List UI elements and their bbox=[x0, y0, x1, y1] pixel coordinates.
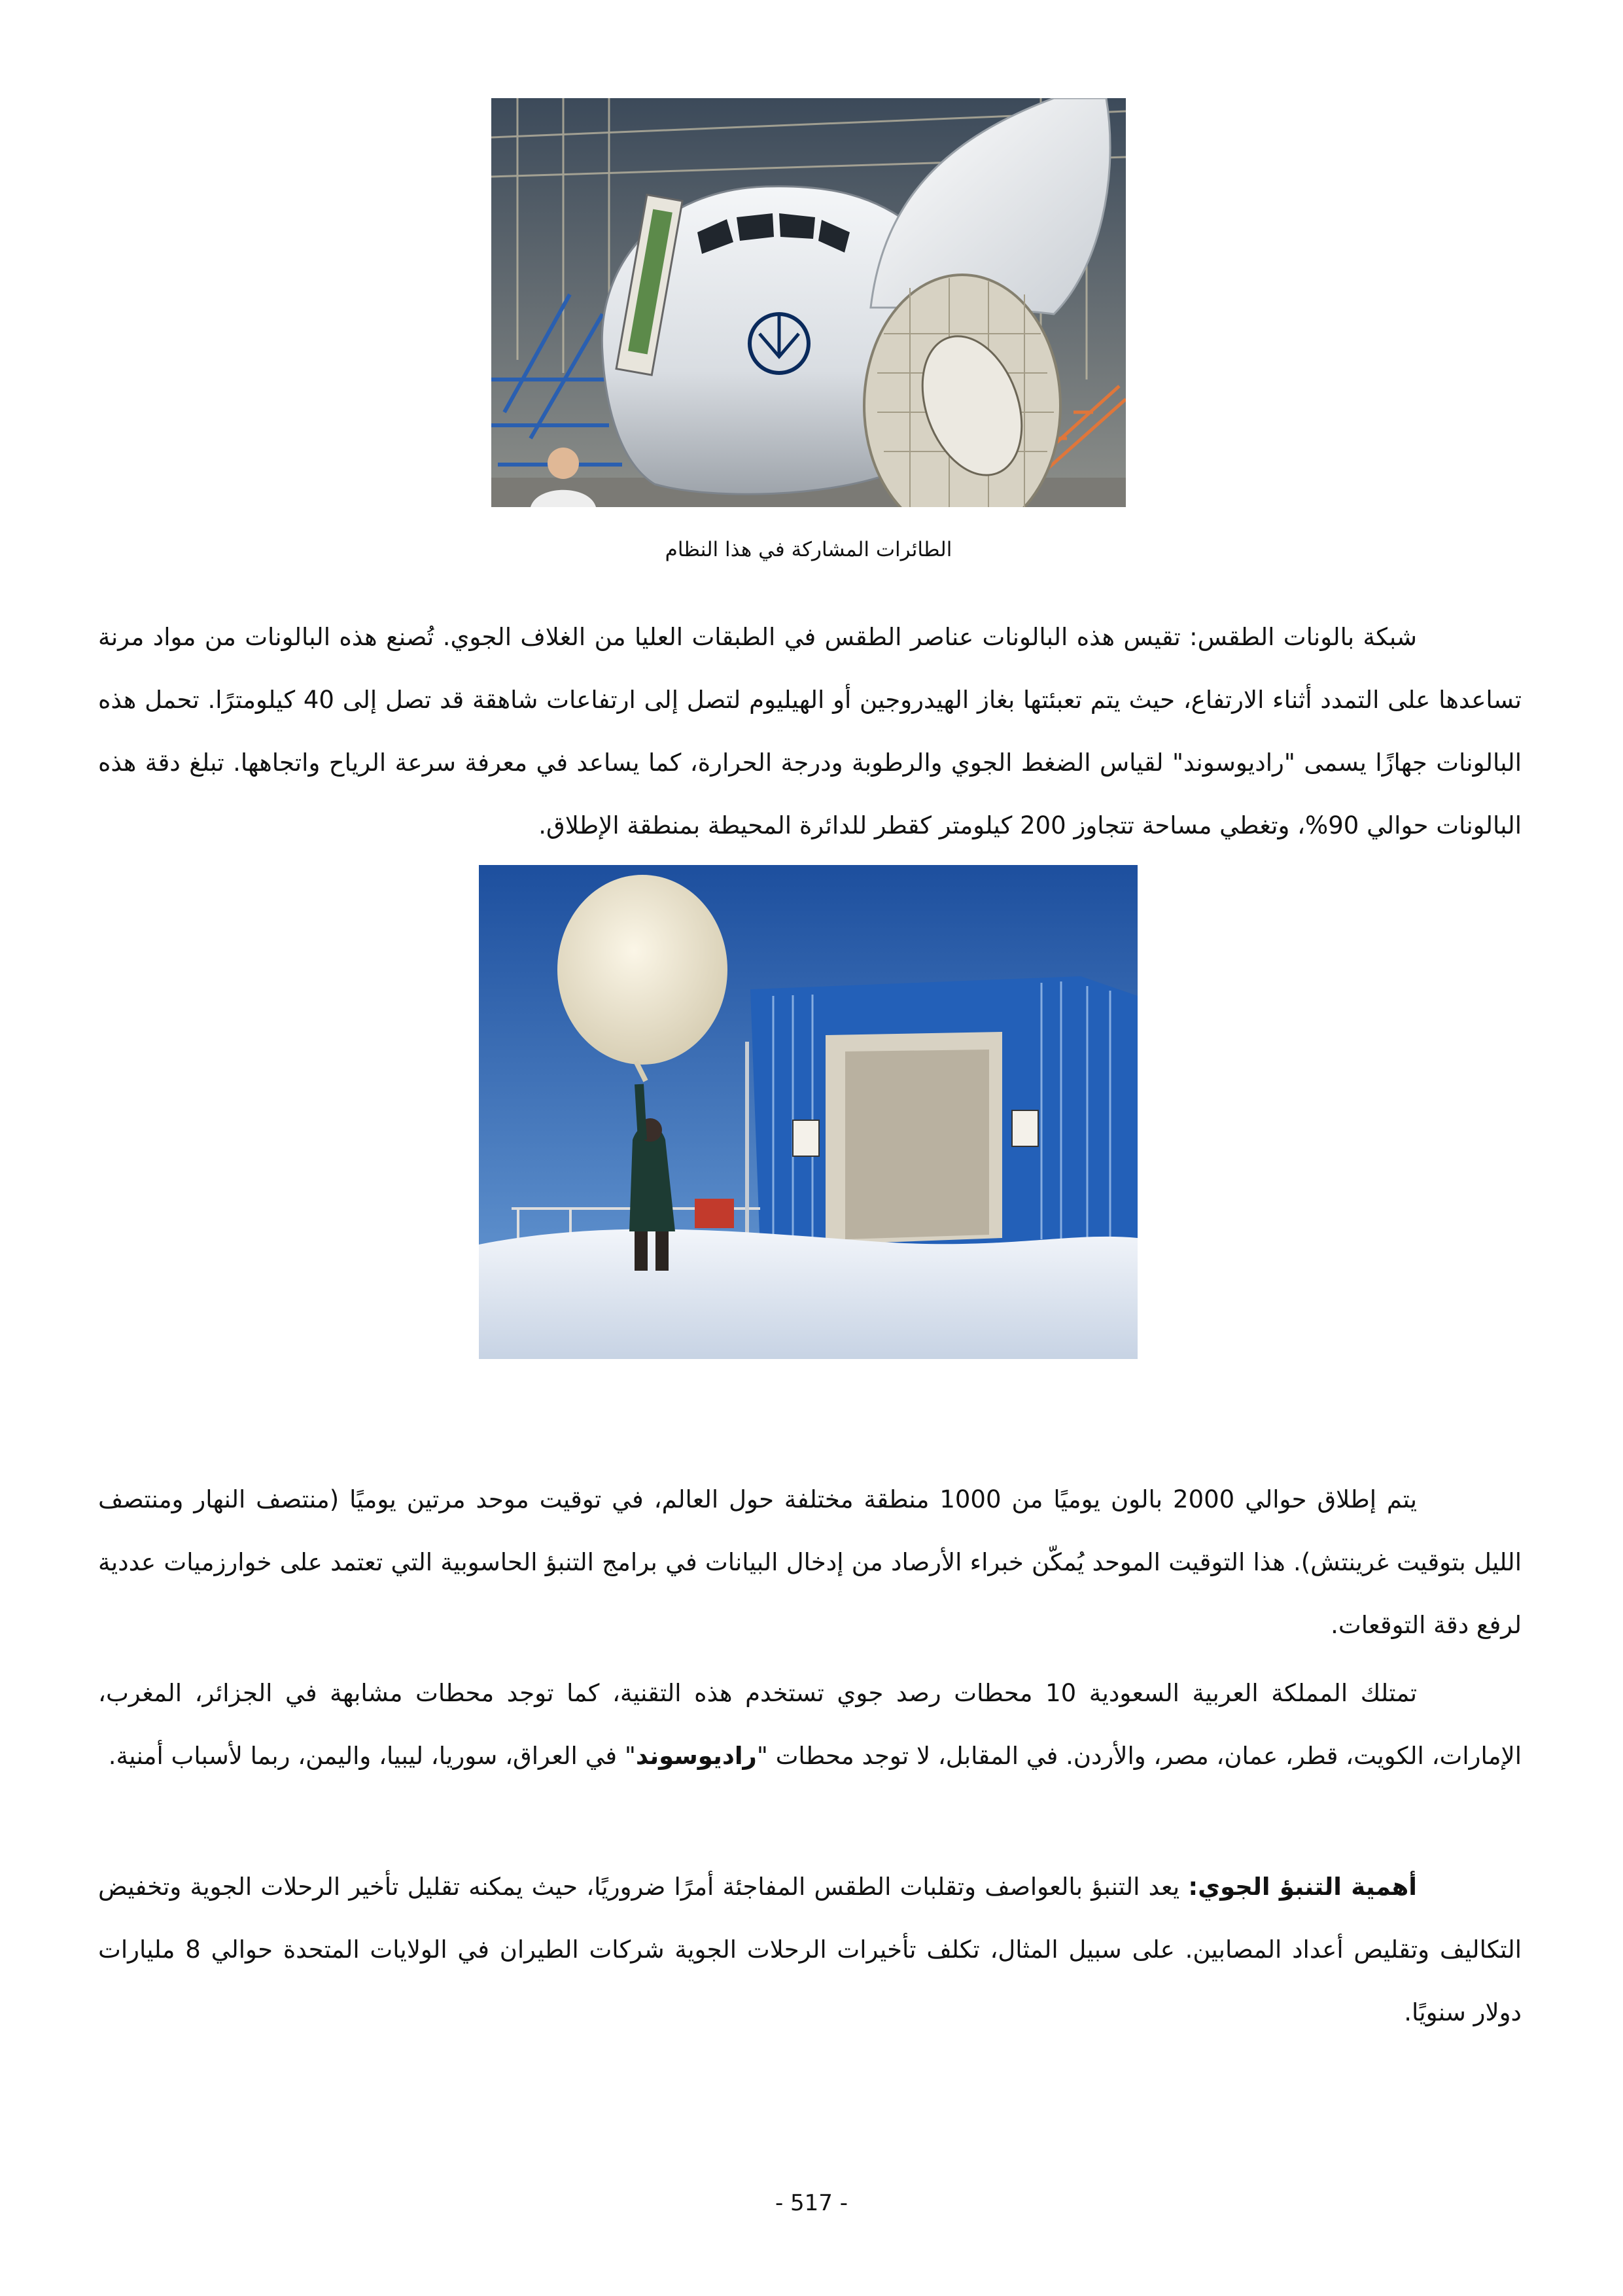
paragraph-daily-launches: يتم إطلاق حوالي 2000 بالون يوميًا من 1000 منطقة مختلفة حول العالم، في توقيت موحد مرتين يوميًا (منتصف النهار ومنتصف الليل بتوقيت غرينتش). هذا التوقيت الموحد يُمكّن خبراء الأرصاد من إدخال البيانات في برامج التنبؤ الحاسوبية التي تعتمد على خوارزميات عددية لرفع دقة التوقعات. bbox=[98, 1485, 1522, 1639]
paragraph-weather-balloons: شبكة بالونات الطقس: تقيس هذه البالونات عناصر الطقس في الطبقات العليا من الغلاف الجوي. تُصنع هذه البالونات من مواد مرنة تساعدها على التمدد أثناء الارتفاع، حيث يتم تعبئتها بغاز الهيدروجين أو الهيليوم لتصل إلى ارتفاعات شاهقة قد تصل إلى 40 كيلومترًا. تحمل هذه البالونات جهازًا يسمى "راديوسوند" لقياس الضغط الجوي والرطوبة ودرجة الحرارة، كما يساعد في معرفة سرعة الرياح واتجاهها. تبلغ دقة هذه البالونات حوالي 90%، وتغطي مساحة تتجاوز 200 كيلومتر كقطر للدائرة المحيطة بمنطقة الإطلاق. bbox=[98, 623, 1522, 839]
paragraph-forecast-importance bbox=[98, 1856, 1522, 2044]
paragraph-stations bbox=[98, 1662, 1522, 1788]
aircraft-photo bbox=[491, 98, 1126, 507]
page-number: - 517 - bbox=[775, 2190, 848, 2216]
paragraph-stations-text-end: " في العراق، سوريا، ليبيا، واليمن، ربما لأسباب أمنية. bbox=[108, 1742, 636, 1770]
balloon-photo bbox=[479, 865, 1138, 1359]
paragraph-stations-text-start: تمتلك المملكة العربية السعودية 10 محطات رصد جوي تستخدم هذه التقنية، كما توجد محطات مشابهة في الجزائر، المغرب، الإمارات، الكويت، قطر، عمان، مصر، والأردن. في المقابل، لا توجد محطات " bbox=[98, 1679, 1522, 1770]
radiosonde-term: راديوسوند bbox=[635, 1742, 757, 1770]
figure-caption: الطائرات المشاركة في هذا النظام bbox=[665, 538, 952, 561]
forecast-importance-heading: أهمية التنبؤ الجوي: bbox=[1188, 1873, 1417, 1901]
forecast-importance-text: يعد التنبؤ بالعواصف وتقلبات الطقس المفاجئة أمرًا ضروريًا، حيث يمكنه تقليل تأخير الرحلات الجوية وتخفيض التكاليف وتقليص أعداد المصابين. على سبيل المثال، تكلف تأخيرات الرحلات الجوية شركات الطيران في الولايات المتحدة حوالي 8 مليارات دولار سنويًا. bbox=[98, 1873, 1522, 2026]
